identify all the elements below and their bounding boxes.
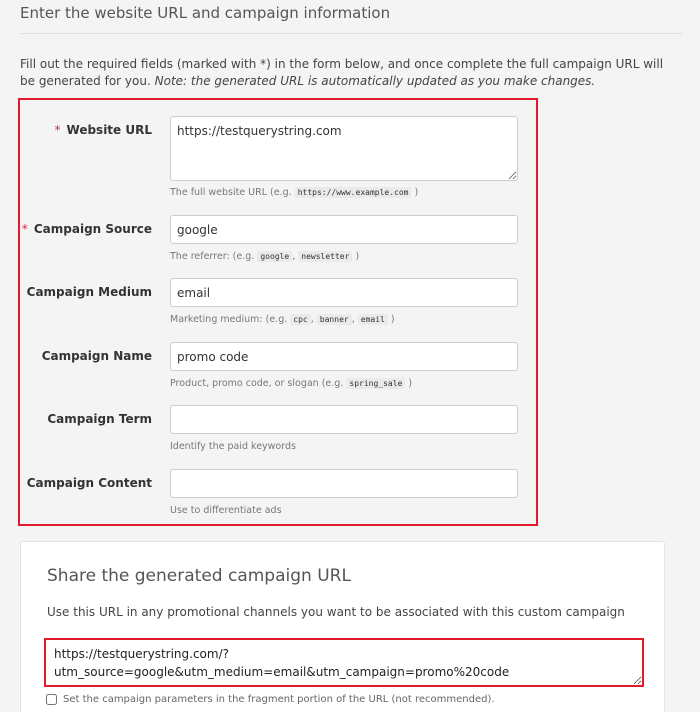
generated-url-output[interactable] [44, 638, 644, 687]
required-mark: * [54, 123, 61, 137]
title-divider [20, 33, 682, 34]
fragment-option[interactable] [46, 694, 495, 705]
help-code: cpc [290, 314, 310, 325]
help-code: spring_sale [346, 378, 405, 389]
campaign-content-help: Use to differentiate ads [170, 505, 282, 516]
campaign-name-input[interactable] [170, 342, 518, 371]
fragment-checkbox[interactable] [46, 694, 57, 705]
campaign-content-input[interactable] [170, 469, 518, 498]
website-url-input[interactable] [170, 116, 518, 181]
intro-paragraph [20, 56, 670, 90]
campaign-medium-input[interactable] [170, 278, 518, 307]
help-code: https://www.example.com [295, 187, 412, 198]
campaign-source-help: The referrer: (e.g. google , newsletter ) [170, 251, 360, 262]
required-mark: * [21, 222, 28, 236]
campaign-medium-help: Marketing medium: (e.g. cpc , banner , email ) [170, 314, 395, 325]
help-code: google [257, 251, 292, 262]
help-code: newsletter [298, 251, 352, 262]
campaign-medium-label: Campaign Medium [26, 285, 152, 299]
intro-note: Note: the generated URL is automatically updated as you make changes. [154, 74, 596, 88]
campaign-source-input[interactable] [170, 215, 518, 244]
intro-text: Fill out the required fields (marked with *) in the form below, and once complete the full campaign URL will be generated for you. [20, 57, 664, 88]
website-url-help: The full website URL (e.g. https://www.example.com ) [170, 187, 419, 198]
campaign-term-input[interactable] [170, 405, 518, 434]
campaign-source-label: * Campaign Source [21, 222, 152, 236]
website-url-label: * Website URL [54, 123, 152, 137]
share-title: Share the generated campaign URL [47, 566, 351, 586]
share-description: Use this URL in any promotional channels you want to be associated with this custom campaign [47, 605, 625, 619]
campaign-content-label: Campaign Content [26, 476, 152, 490]
fragment-label: Set the campaign parameters in the fragment portion of the URL (not recommended). [63, 694, 495, 705]
help-code: banner [317, 314, 352, 325]
campaign-name-help: Product, promo code, or slogan (e.g. spring_sale ) [170, 378, 413, 389]
campaign-name-label: Campaign Name [41, 349, 152, 363]
campaign-term-label: Campaign Term [47, 412, 152, 426]
campaign-term-help: Identify the paid keywords [170, 441, 296, 452]
campaign-form [18, 98, 538, 526]
section-title: Enter the website URL and campaign information [20, 4, 391, 22]
help-code: email [358, 314, 388, 325]
share-url-card [20, 541, 665, 712]
